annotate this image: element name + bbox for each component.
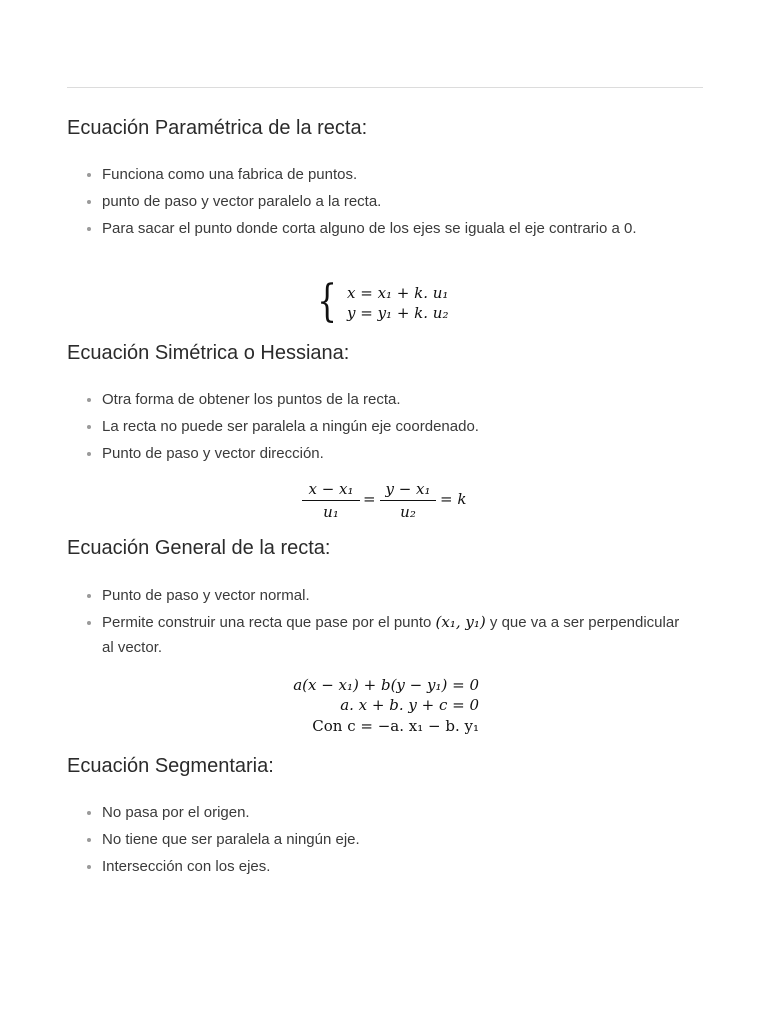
list-segmentary	[84, 800, 694, 881]
list-item: punto de paso y vector paralelo a la recta.	[84, 189, 694, 214]
section-heading-general: Ecuación General de la recta:	[67, 537, 331, 559]
list-item-text: y que va a ser perpendicular al vector.	[102, 614, 680, 656]
list-general	[84, 583, 694, 662]
formula-general-line1: a(x − x₁) + b(y − y₁) = 0	[293, 676, 479, 694]
list-item: No tiene que ser paralela a ningún eje.	[84, 827, 694, 852]
horizontal-divider	[67, 87, 703, 88]
inline-point: (x₁, y₁)	[435, 613, 486, 631]
list-item: Punto de paso y vector normal.	[84, 583, 694, 608]
list-parametric	[84, 162, 694, 243]
formula-symmetric-fraction-2	[380, 480, 436, 521]
fraction-denominator: u₂	[400, 503, 416, 521]
section-heading-segmentary: Ecuación Segmentaria:	[67, 755, 274, 777]
section-heading-symmetric: Ecuación Simétrica o Hessiana:	[67, 342, 350, 364]
formula-parametric-line1: x = x₁ + k. u₁	[347, 284, 449, 302]
fraction-numerator: y − x₁	[385, 480, 431, 498]
system-brace: {	[317, 276, 337, 327]
formula-general-line2: a. x + b. y + c = 0	[340, 696, 479, 714]
list-item: Para sacar el punto donde corta alguno de los ejes se iguala el eje contrario a 0.	[84, 216, 694, 241]
list-item: Intersección con los ejes.	[84, 854, 694, 879]
list-item: No pasa por el origen.	[84, 800, 694, 825]
formula-general-line3: Con c = −a. x₁ − b. y₁	[312, 717, 479, 735]
list-item: La recta no puede ser paralela a ningún eje coordenado.	[84, 414, 694, 439]
list-item	[84, 610, 694, 660]
equals-sign: =	[363, 490, 376, 508]
list-symmetric	[84, 387, 694, 468]
formula-symmetric-fraction-1	[302, 480, 360, 521]
fraction-bar	[380, 500, 436, 501]
list-item: Funciona como una fabrica de puntos.	[84, 162, 694, 187]
list-item: Otra forma de obtener los puntos de la recta.	[84, 387, 694, 412]
formula-symmetric-rhs: = k	[440, 490, 467, 508]
list-item: Punto de paso y vector dirección.	[84, 441, 694, 466]
fraction-bar	[302, 500, 360, 501]
formula-parametric-line2: y = y₁ + k. u₂	[347, 304, 449, 322]
list-item-text: Permite construir una recta que pase por el punto	[102, 614, 432, 631]
section-heading-parametric: Ecuación Paramétrica de la recta:	[67, 117, 368, 139]
fraction-numerator: x − x₁	[308, 480, 354, 498]
fraction-denominator: u₁	[323, 503, 339, 521]
